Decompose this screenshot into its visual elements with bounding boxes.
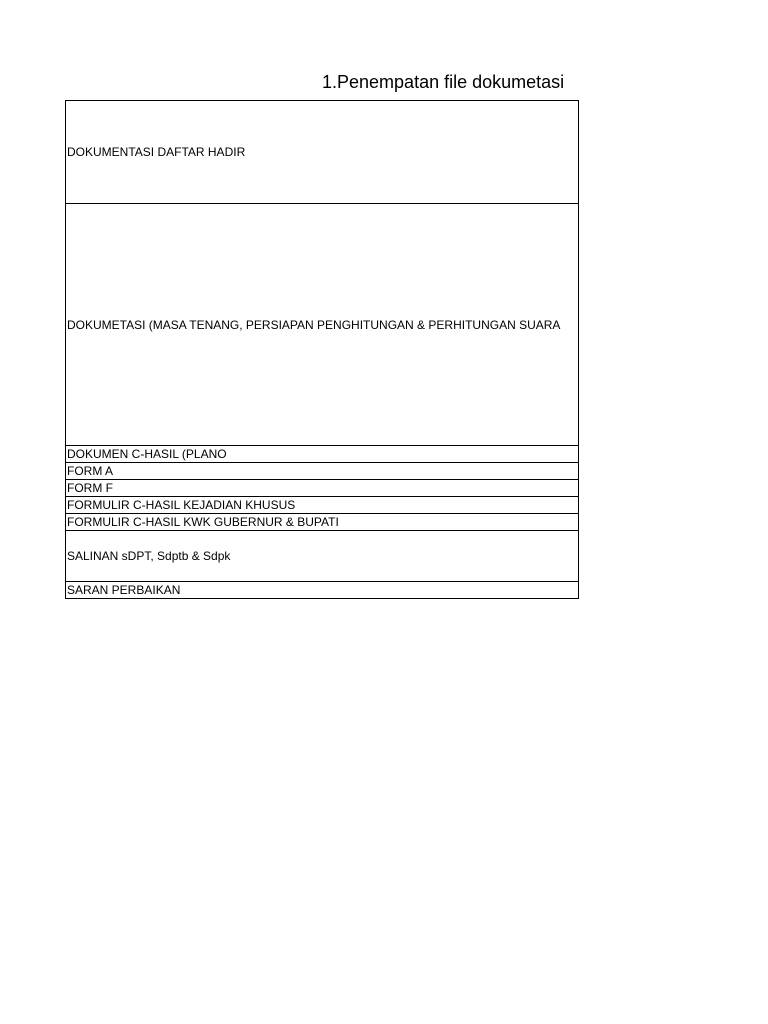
- table-row: [66, 446, 579, 463]
- table-cell[interactable]: FORMULIR C-HASIL KEJADIAN KHUSUS: [66, 497, 579, 514]
- table-cell[interactable]: SARAN PERBAIKAN: [66, 582, 579, 599]
- documentation-table: [65, 100, 579, 599]
- table-row: [66, 101, 579, 204]
- table-row: [66, 582, 579, 599]
- table-cell[interactable]: FORMULIR C-HASIL KWK GUBERNUR & BUPATI: [66, 514, 579, 531]
- table-row: [66, 204, 579, 446]
- table-cell[interactable]: DOKUMENTASI DAFTAR HADIR: [66, 101, 579, 204]
- table-cell[interactable]: SALINAN sDPT, Sdptb & Sdpk: [66, 531, 579, 582]
- table-cell[interactable]: DOKUMEN C-HASIL (PLANO: [66, 446, 579, 463]
- table-cell[interactable]: FORM A: [66, 463, 579, 480]
- table-row: [66, 497, 579, 514]
- table-cell[interactable]: DOKUMETASI (MASA TENANG, PERSIAPAN PENGHITUNGAN & PERHITUNGAN SUARA: [66, 204, 579, 446]
- table-row: [66, 531, 579, 582]
- table-row: [66, 463, 579, 480]
- table-cell[interactable]: FORM F: [66, 480, 579, 497]
- table-row: [66, 480, 579, 497]
- table-row: [66, 514, 579, 531]
- page-title: 1.Penempatan file dokumetasi: [322, 72, 565, 92]
